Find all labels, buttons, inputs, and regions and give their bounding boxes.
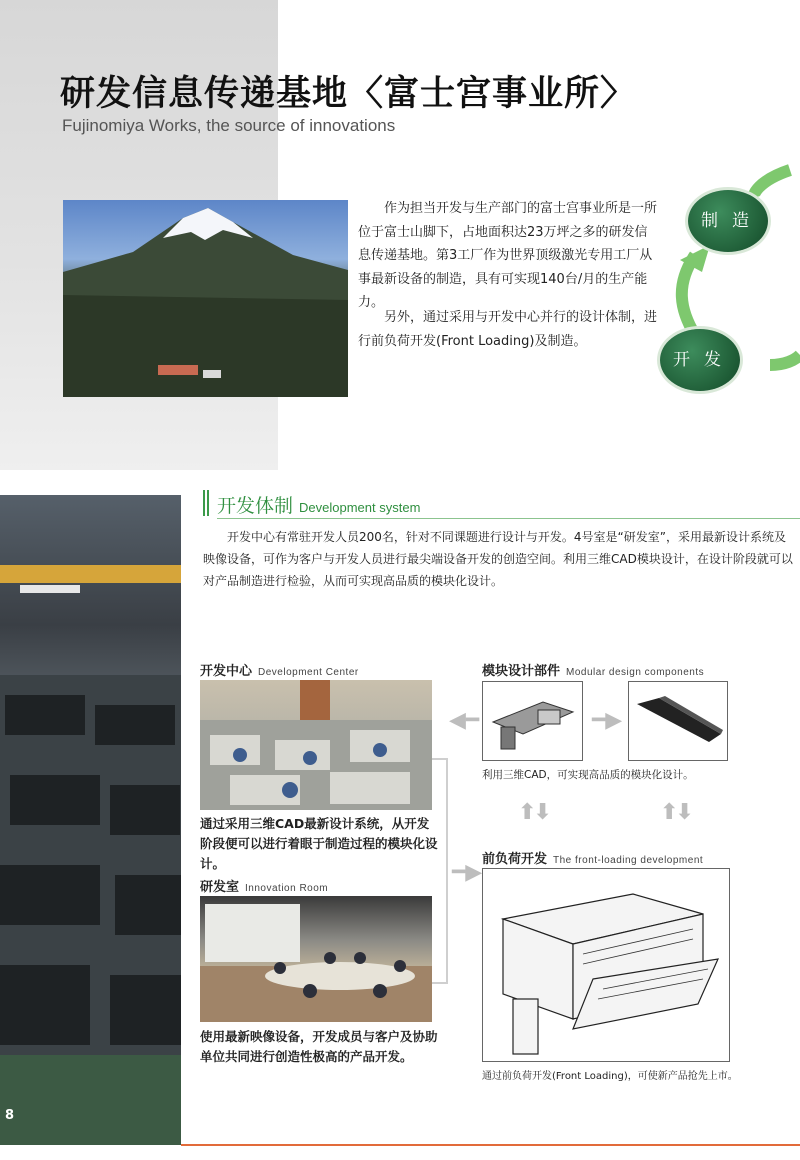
punch-press-illustration — [483, 869, 729, 1061]
section-marker — [203, 490, 209, 516]
left-group-bracket — [432, 758, 448, 984]
section-title — [217, 491, 420, 518]
front-loading-caption: 通过前负荷开发(Front Loading)，可使新产品抢先上市。 — [482, 1071, 738, 1082]
arrow-right-icon: ━▶ — [592, 708, 623, 733]
mount-fuji-photo — [63, 200, 348, 397]
arrow-left-icon: ◀━ — [449, 708, 480, 733]
intro-paragraph-2: 另外，通过采用与开发中心并行的设计体制，进行前负荷开发(Front Loading)及制造。 — [358, 310, 658, 349]
office-illustration — [200, 680, 432, 810]
dev-center-description: 通过采用三维CAD最新设计系统，从开发阶段便可以进行着眼于制造过程的模块化设计。 — [200, 816, 438, 871]
dev-center-heading — [200, 660, 359, 679]
innovation-room-heading — [200, 876, 328, 895]
front-loading-title-en: The front-loading development — [553, 855, 704, 866]
arrow-up-down-icon: ⬆⬇ — [518, 800, 549, 825]
page-subtitle: Fujinomiya Works, the source of innovations — [62, 116, 396, 135]
module-figure-2 — [628, 681, 728, 761]
front-loading-heading — [482, 848, 703, 867]
meeting-room-illustration — [200, 896, 432, 1022]
dev-center-title-en: Development Center — [258, 667, 359, 678]
page-number: 8 — [5, 1108, 15, 1123]
innovation-room-photo — [200, 896, 432, 1022]
factory-illustration — [0, 495, 181, 1145]
dev-center-title: 开发中心 — [200, 664, 253, 679]
section-divider — [217, 518, 800, 519]
manufacture-bubble: 制造 — [688, 190, 768, 252]
intro-paragraph-1: 作为担当开发与生产部门的富士宫事业所是一所位于富士山脚下，占地面积达23万坪之多的研发信息传递基地。第3工厂作为世界顶级激光专用工厂从事最新设备的制造，具有可实现140台/月的生产能力。 — [358, 201, 658, 310]
machine-figure — [482, 868, 730, 1062]
mount-fuji-illustration — [63, 200, 348, 397]
innovation-room-description: 使用最新映像设备，开发成员与客户及协助单位共同进行创造性极高的产品开发。 — [200, 1029, 438, 1064]
front-loading-title: 前负荷开发 — [482, 852, 548, 867]
footer-rule — [181, 1144, 800, 1146]
innovation-room-title: 研发室 — [200, 880, 240, 895]
arrow-right-icon: ━▶ — [452, 860, 483, 885]
section-description: 开发中心有常驻开发人员200名，针对不同课题进行设计与开发。4号室是“研发室”，采用最新设计系统及映像设备，可作为客户与开发人员进行最尖端设备开发的创造空间。利用三维CAD模块设计，在设计阶段就可以对产品制造进行检验，从而可实现高品质的模块化设计。 — [203, 530, 793, 588]
section-title-cn: 开发体制 — [217, 495, 294, 517]
arrow-up-down-icon: ⬆⬇ — [660, 800, 691, 825]
modular-caption: 利用三维CAD，可实现高品质的模块化设计。 — [482, 769, 694, 781]
modular-title: 模块设计部件 — [482, 664, 561, 679]
dev-center-photo — [200, 680, 432, 810]
innovation-room-title-en: Innovation Room — [245, 883, 329, 894]
develop-bubble: 开发 — [660, 329, 740, 391]
module-part-illustration — [629, 682, 727, 760]
module-figure-1 — [482, 681, 583, 761]
module-assembly-illustration — [483, 682, 582, 760]
section-title-en: Development system — [299, 500, 421, 515]
modular-title-en: Modular design components — [566, 667, 705, 678]
modular-heading — [482, 660, 704, 679]
page-title: 研发信息传递基地〈富士宫事业所〉 — [60, 74, 637, 114]
factory-floor-photo — [0, 495, 181, 1145]
